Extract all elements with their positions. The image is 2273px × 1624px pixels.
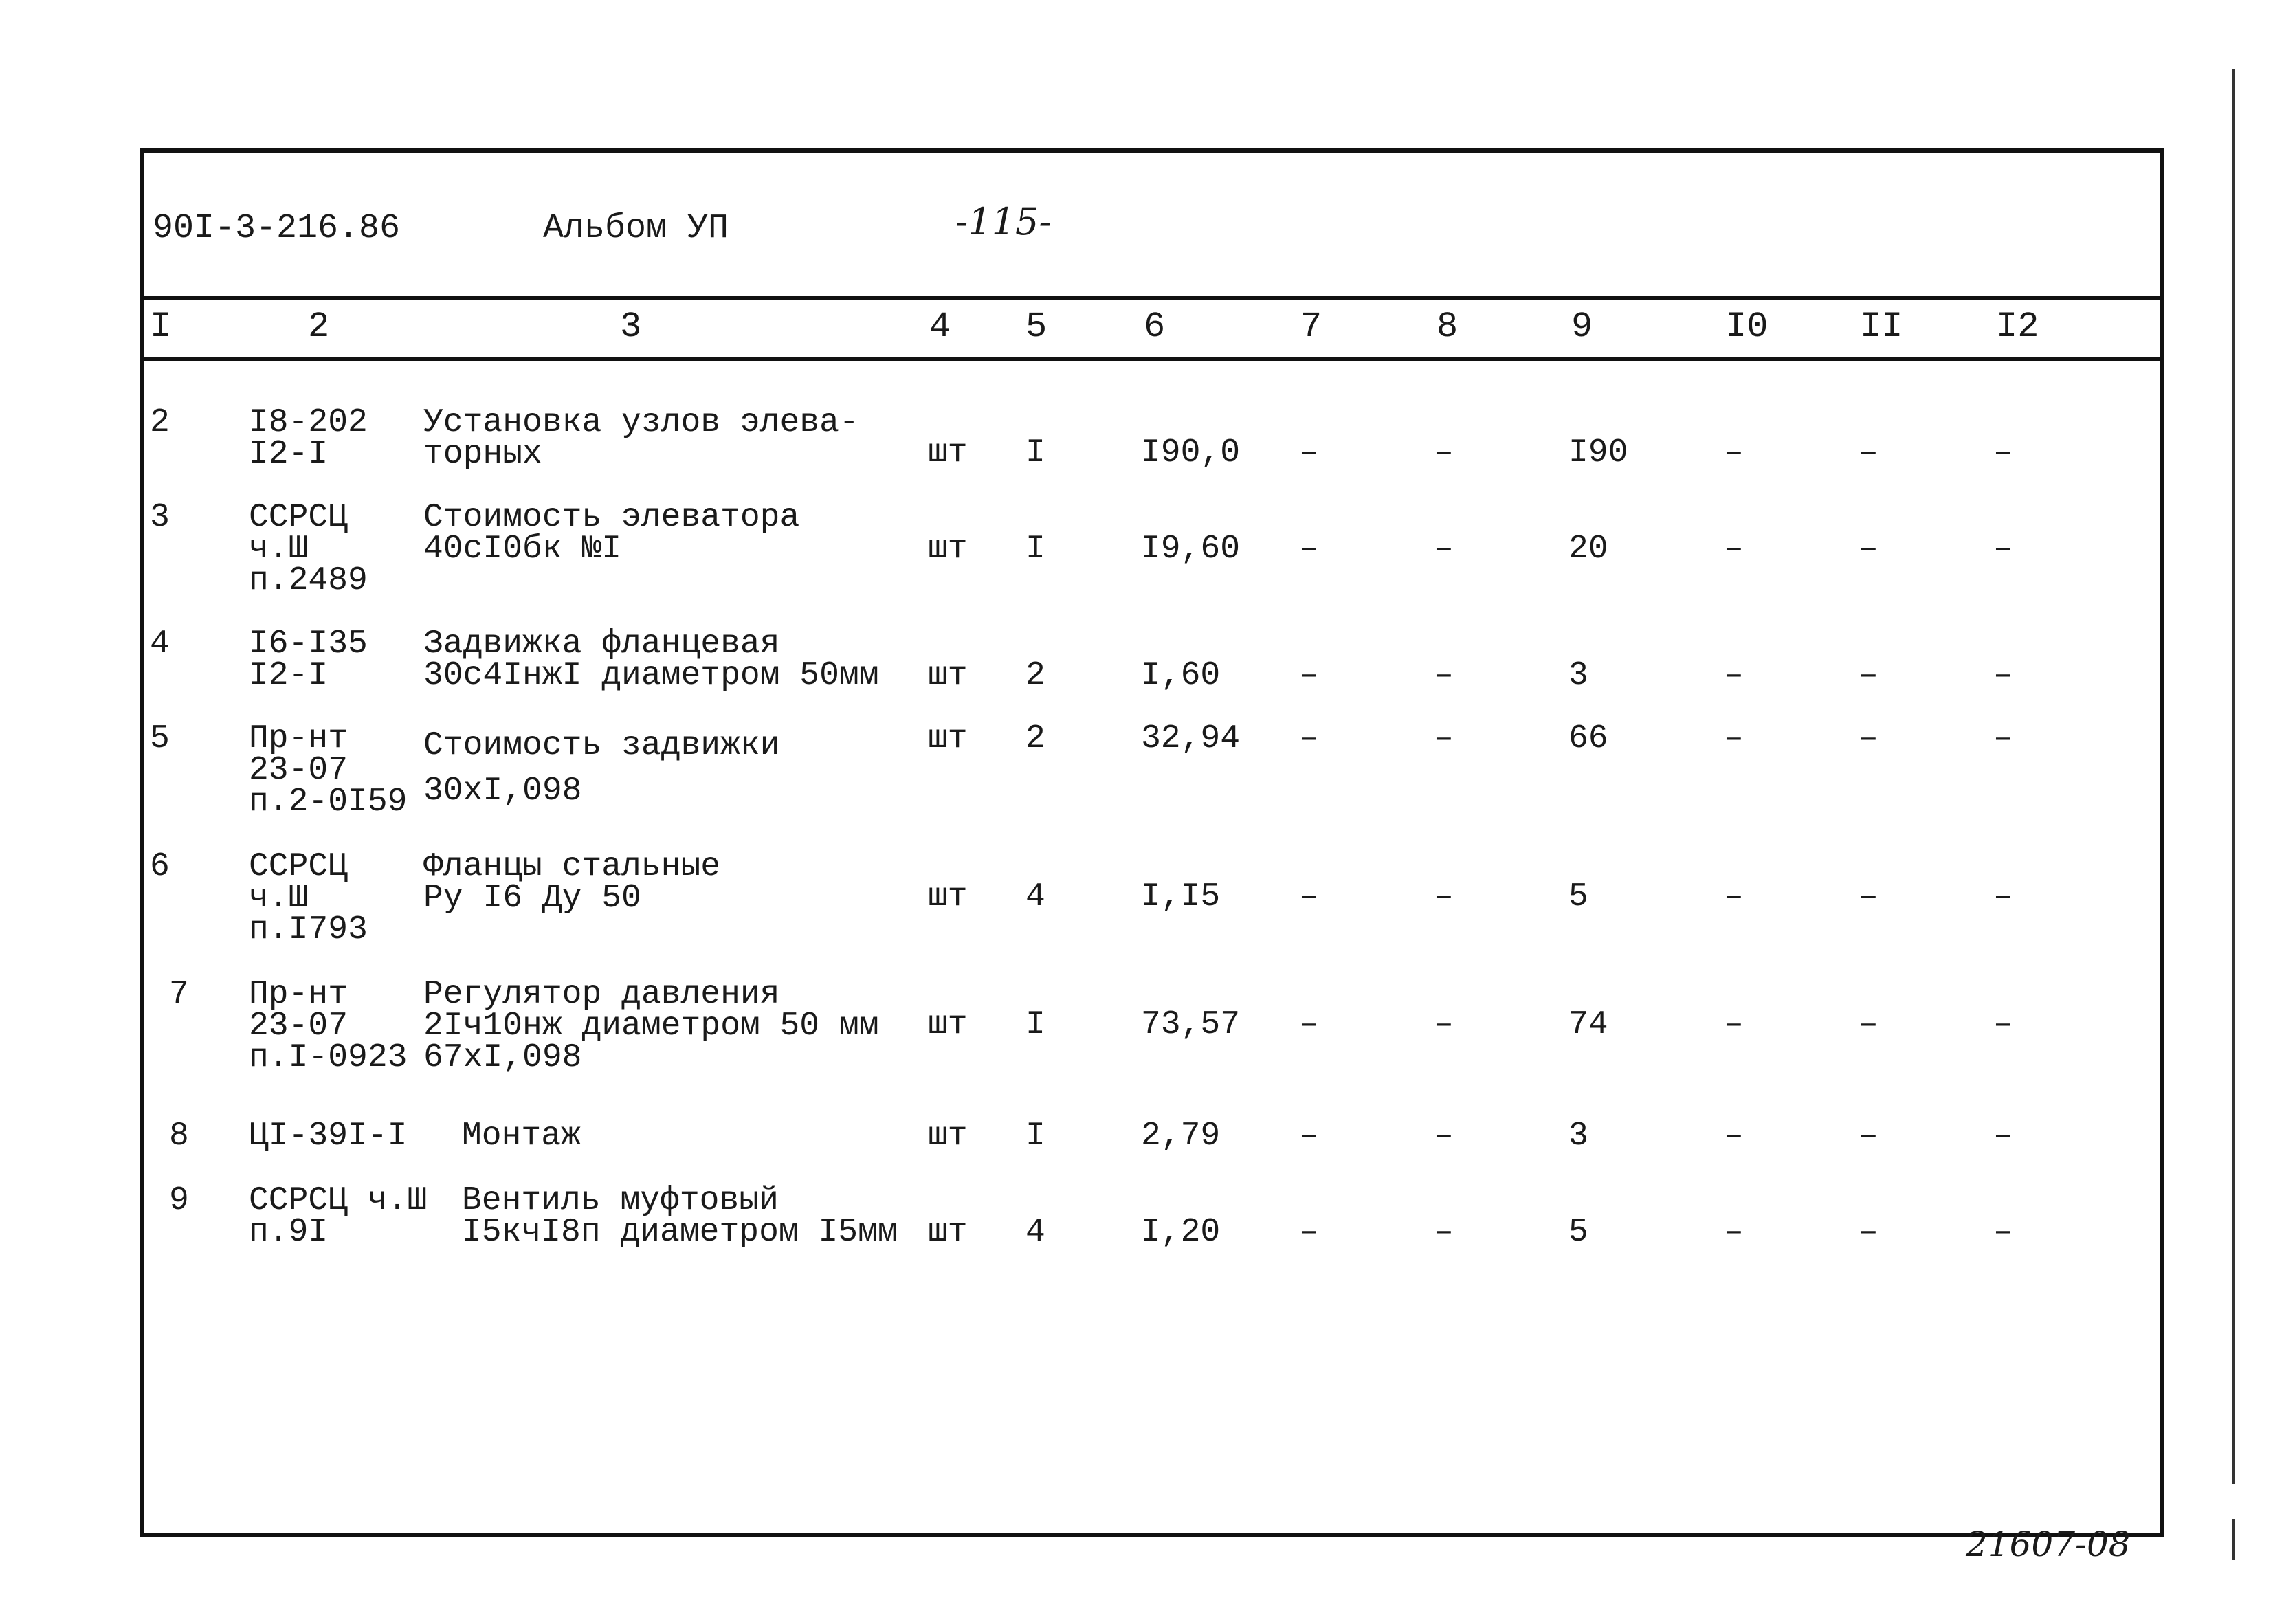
description-cell: Стоимость задвижки 30xI,098 (423, 727, 780, 810)
column-header: 2 (308, 307, 330, 347)
dash-cell: – (1993, 531, 2013, 568)
dash-cell: – (1859, 1006, 1878, 1043)
dash-cell: – (1859, 1117, 1878, 1155)
dash-cell: – (1299, 1117, 1319, 1155)
code-cell: I6-I35 I2-I (249, 625, 368, 694)
dash-cell: – (1859, 1214, 1878, 1251)
description-cell: Стоимость элеватора 40сI0бк №I (423, 499, 800, 568)
dash-cell: – (1993, 1214, 2013, 1251)
row-number: 7 (169, 976, 189, 1013)
page-edge-line (2232, 1519, 2235, 1560)
price-cell: 32,94 (1141, 720, 1241, 757)
unit-cell: шт (928, 720, 968, 757)
price-cell: I,20 (1141, 1214, 1221, 1251)
quantity-cell: I (1025, 531, 1045, 568)
total-cell: I90 (1568, 434, 1628, 471)
row-number: 6 (150, 848, 170, 885)
dash-cell: – (1434, 1006, 1454, 1043)
quantity-cell: 4 (1025, 1214, 1045, 1251)
total-cell: 20 (1568, 531, 1608, 568)
dash-cell: – (1993, 434, 2013, 471)
quantity-cell: 4 (1025, 878, 1045, 915)
code-cell: ССРСЦ ч.Ш п.I793 (249, 848, 368, 948)
dash-cell: – (1724, 434, 1744, 471)
column-header: II (1860, 307, 1903, 347)
price-cell: I90,0 (1141, 434, 1241, 471)
quantity-cell: I (1025, 1006, 1045, 1043)
dash-cell: – (1299, 1214, 1319, 1251)
unit-cell: шт (928, 878, 968, 915)
dash-cell: – (1993, 1117, 2013, 1155)
dash-cell: – (1724, 720, 1744, 757)
code-cell: I8-202 I2-I (249, 404, 368, 473)
row-number: 8 (169, 1117, 189, 1155)
dash-cell: – (1724, 1214, 1744, 1251)
price-cell: 73,57 (1141, 1006, 1241, 1043)
column-header: I0 (1725, 307, 1768, 347)
column-header: 8 (1437, 307, 1459, 347)
column-header: 7 (1300, 307, 1322, 347)
dash-cell: – (1724, 1117, 1744, 1155)
column-header: 3 (620, 307, 642, 347)
quantity-cell: 2 (1025, 720, 1045, 757)
inventory-number: 21607-08 (1966, 1524, 2131, 1564)
dash-cell: – (1434, 531, 1454, 568)
column-header: 4 (929, 307, 951, 347)
unit-cell: шт (928, 1006, 968, 1043)
total-cell: 74 (1568, 1006, 1608, 1043)
dash-cell: – (1859, 434, 1878, 471)
dash-cell: – (1434, 434, 1454, 471)
code-cell: ЦI-39I-I (249, 1117, 408, 1155)
unit-cell: шт (928, 1214, 968, 1251)
dash-cell: – (1724, 531, 1744, 568)
quantity-cell: I (1025, 434, 1045, 471)
code-cell: ССРСЦ ч.Ш п.2489 (249, 499, 368, 599)
dash-cell: – (1434, 720, 1454, 757)
description-cell: Регулятор давления 2Iч10нж диаметром 50 мм 67xI,098 (423, 976, 879, 1076)
column-header: I (150, 307, 172, 347)
dash-cell: – (1434, 1117, 1454, 1155)
column-header: 6 (1144, 307, 1166, 347)
dash-cell: – (1299, 531, 1319, 568)
album-title: Альбом УП (543, 209, 729, 248)
dash-cell: – (1993, 720, 2013, 757)
quantity-cell: I (1025, 1117, 1045, 1155)
dash-cell: – (1859, 657, 1878, 694)
code-cell: ССРСЦ ч.Ш п.9I (249, 1182, 428, 1251)
dash-cell: – (1724, 878, 1744, 915)
description-cell: Фланцы стальные Ру I6 Ду 50 (423, 848, 721, 917)
unit-cell: шт (928, 531, 968, 568)
dash-cell: – (1299, 657, 1319, 694)
price-cell: I,I5 (1141, 878, 1221, 915)
quantity-cell: 2 (1025, 657, 1045, 694)
column-header-divider (140, 357, 2164, 361)
dash-cell: – (1859, 878, 1878, 915)
dash-cell: – (1299, 878, 1319, 915)
description-cell: Установка узлов элева- торных (423, 404, 859, 473)
total-cell: 3 (1568, 1117, 1588, 1155)
unit-cell: шт (928, 434, 968, 471)
document-code: 90I-3-216.86 (153, 209, 401, 248)
total-cell: 5 (1568, 878, 1588, 915)
dash-cell: – (1993, 878, 2013, 915)
dash-cell: – (1859, 531, 1878, 568)
row-number: 9 (169, 1182, 189, 1219)
dash-cell: – (1434, 1214, 1454, 1251)
dash-cell: – (1993, 1006, 2013, 1043)
description-cell: Вентиль муфтовый I5кчI8п диаметром I5мм (462, 1182, 898, 1251)
price-cell: I,60 (1141, 657, 1221, 694)
dash-cell: – (1724, 1006, 1744, 1043)
total-cell: 66 (1568, 720, 1608, 757)
page-edge-line (2232, 69, 2235, 1484)
dash-cell: – (1299, 434, 1319, 471)
dash-cell: – (1724, 657, 1744, 694)
price-cell: I9,60 (1141, 531, 1241, 568)
dash-cell: – (1434, 878, 1454, 915)
row-number: 2 (150, 404, 170, 441)
code-cell: Пр-нт 23-07 п.2-0I59 (249, 720, 408, 821)
description-cell: Монтаж (462, 1117, 581, 1155)
total-cell: 3 (1568, 657, 1588, 694)
column-header: 9 (1571, 307, 1593, 347)
unit-cell: шт (928, 657, 968, 694)
header-divider (140, 296, 2164, 300)
table-frame (140, 148, 2164, 1537)
row-number: 4 (150, 625, 170, 663)
row-number: 5 (150, 720, 170, 757)
column-header: 5 (1025, 307, 1047, 347)
dash-cell: – (1299, 720, 1319, 757)
dash-cell: – (1434, 657, 1454, 694)
page-number: -115- (955, 200, 1052, 243)
row-number: 3 (150, 499, 170, 536)
dash-cell: – (1993, 657, 2013, 694)
dash-cell: – (1299, 1006, 1319, 1043)
description-cell: Задвижка фланцевая 30с4IнжI диаметром 50мм (423, 625, 879, 694)
dash-cell: – (1859, 720, 1878, 757)
code-cell: Пр-нт 23-07 п.I-0923 (249, 976, 408, 1076)
column-header: I2 (1996, 307, 2039, 347)
price-cell: 2,79 (1141, 1117, 1221, 1155)
unit-cell: шт (928, 1117, 968, 1155)
total-cell: 5 (1568, 1214, 1588, 1251)
